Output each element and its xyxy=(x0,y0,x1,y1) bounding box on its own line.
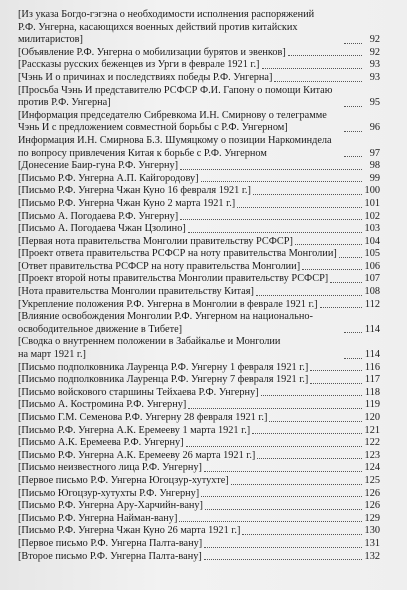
toc-entry xyxy=(18,525,380,538)
dot-leader xyxy=(320,307,362,308)
toc-entry xyxy=(18,9,380,47)
page-number: 126 xyxy=(364,500,380,512)
dot-leader xyxy=(274,81,362,82)
toc-entry-title xyxy=(18,488,199,501)
toc-entry-title-line: по вопросу привлечения Китая к борьбе с Р.Ф. Унгерном xyxy=(18,147,267,159)
toc-entry xyxy=(18,59,380,72)
table-of-contents xyxy=(18,9,380,563)
toc-entry xyxy=(18,72,380,85)
dot-leader xyxy=(257,458,362,459)
toc-entry xyxy=(18,198,380,211)
toc-entry-title-line: освободительное движение в Тибете] xyxy=(18,323,183,335)
dot-leader xyxy=(204,471,362,472)
page-number: 122 xyxy=(364,437,380,449)
dot-leader xyxy=(188,232,362,233)
toc-entry xyxy=(18,273,380,286)
page-number: 119 xyxy=(364,399,380,411)
toc-entry xyxy=(18,286,380,299)
dot-leader xyxy=(310,383,362,384)
toc-entry-title-line: [Первая нота правительства Монголии правительству РСФСР] xyxy=(18,235,293,247)
page-number: 107 xyxy=(364,273,380,285)
dot-leader xyxy=(201,496,362,497)
page-number: 105 xyxy=(364,248,380,260)
toc-entry xyxy=(18,185,380,198)
dot-leader xyxy=(204,559,362,560)
toc-entry-title-line: [Ответ правительства РСФСР на ноту правительства Монголии] xyxy=(18,260,301,272)
dot-leader xyxy=(179,521,362,522)
toc-entry-title xyxy=(18,59,260,72)
toc-entry xyxy=(18,475,380,488)
toc-entry-title-line: [Письмо неизвестного лица Р.Ф. Унгерну] xyxy=(18,462,202,474)
toc-entry-title xyxy=(18,513,177,526)
toc-entry-title-line: Р.Ф. Унгерна, касающихся военных действий против китайских xyxy=(18,21,298,33)
toc-entry xyxy=(18,450,380,463)
toc-entry-title xyxy=(18,437,184,450)
toc-entry-title xyxy=(18,475,229,488)
dot-leader xyxy=(344,156,362,157)
page-number: 95 xyxy=(369,97,380,109)
dot-leader xyxy=(288,55,362,56)
page-number: 126 xyxy=(364,487,380,499)
page-number: 129 xyxy=(364,512,380,524)
dot-leader xyxy=(330,282,362,283)
toc-entry-title-line: Чэнь И с предложением совместной борьбы с Р.Ф. Унгерном] xyxy=(18,122,288,134)
dot-leader xyxy=(344,106,362,107)
toc-entry-title-line: на март 1921 г.] xyxy=(18,349,86,361)
toc-entry-title-line: [Письмо А.К. Еремеева Р.Ф. Унгерну] xyxy=(18,437,184,449)
dot-leader xyxy=(205,509,362,510)
page-number: 112 xyxy=(364,298,380,310)
toc-entry-title-line: [Письмо Г.М. Семенова Р.Ф. Унгерну 28 февраля 1921 г.] xyxy=(18,412,268,423)
toc-entry-title xyxy=(18,450,255,463)
toc-entry-title-line: [Проект второй ноты правительства Монголии правительству РСФСР] xyxy=(18,273,329,285)
dot-leader xyxy=(295,244,362,245)
toc-entry-title xyxy=(18,500,203,513)
dot-leader xyxy=(242,534,362,535)
toc-entry xyxy=(18,488,380,501)
toc-entry-title xyxy=(18,261,300,274)
page-number: 121 xyxy=(364,424,380,436)
page-number: 125 xyxy=(364,474,380,486)
toc-entry xyxy=(18,374,380,387)
toc-entry xyxy=(18,362,380,375)
toc-entry-title-line: Информация И.Н. Смирнова Б.З. Шумяцкому о позиции Наркоминдела xyxy=(18,134,332,146)
toc-entry-title-line: [Письмо Р.Ф. Унгерна Чжан Куно 26 марта 1921 г.] xyxy=(18,525,241,537)
toc-entry xyxy=(18,513,380,526)
dot-leader xyxy=(256,295,362,296)
page-number: 99 xyxy=(369,172,380,184)
dot-leader xyxy=(252,433,362,434)
toc-entry-title-line: [Письмо Р.Ф. Унгерна Чжан Куно 16 февраля 1921 г.] xyxy=(18,185,251,197)
toc-entry-title-line: [Первое письмо Р.Ф. Унгерна Югоцзур-хутухте] xyxy=(18,474,229,486)
dot-leader xyxy=(231,484,362,485)
toc-entry-title-line: [Из указа Богдо-гэгэна о необходимости исполнения распоряжений xyxy=(18,9,315,20)
page-number: 103 xyxy=(364,223,380,235)
toc-entry xyxy=(18,47,380,60)
toc-entry xyxy=(18,85,380,110)
toc-entry xyxy=(18,399,380,412)
page-number: 118 xyxy=(364,386,380,398)
toc-entry-title-line: [Просьба Чэнь И представителю РСФСР Ф.И. Гапону о помощи Китаю xyxy=(18,84,333,96)
toc-entry-title xyxy=(18,462,202,475)
toc-entry xyxy=(18,462,380,475)
dot-leader xyxy=(302,269,362,270)
toc-entry-title xyxy=(18,336,342,361)
toc-entry-title xyxy=(18,538,202,551)
toc-entry-title-line: [Письмо войскового старшины Тейхаева Р.Ф. Унгерну] xyxy=(18,386,259,398)
toc-entry-title-line: [Письмо Р.Ф. Унгерна А.П. Кайгородову] xyxy=(18,172,199,184)
toc-entry-title-line: [Сводка о внутреннем положении в Забайкалье и Монголии xyxy=(18,336,281,348)
page-number: 116 xyxy=(364,361,380,373)
dot-leader xyxy=(339,257,362,258)
page-number: 131 xyxy=(364,537,380,549)
toc-entry-title xyxy=(18,399,186,412)
page-number: 132 xyxy=(364,550,380,562)
toc-entry-title xyxy=(18,72,272,85)
page-number: 102 xyxy=(364,210,380,222)
toc-entry xyxy=(18,261,380,274)
toc-entry-title-line: [Письмо А. Погодаева Чжан Цзолино] xyxy=(18,223,186,235)
page-number: 104 xyxy=(364,235,380,247)
toc-entry-title xyxy=(18,374,308,387)
toc-entry-title xyxy=(18,362,308,375)
toc-entry-title xyxy=(18,185,251,198)
page-number: 124 xyxy=(364,462,380,474)
dot-leader xyxy=(186,446,362,447)
toc-entry xyxy=(18,299,380,312)
toc-entry xyxy=(18,538,380,551)
toc-entry-title-line: [Влияние освобождения Монголии Р.Ф. Унгерном на национально- xyxy=(18,311,313,323)
toc-entry xyxy=(18,211,380,224)
toc-entry-title xyxy=(18,286,254,299)
toc-entry xyxy=(18,160,380,173)
dot-leader xyxy=(344,358,362,359)
toc-entry-title-line: [Письмо подполковника Лауренца Р.Ф. Унгерну 1 февраля 1921 г.] xyxy=(18,361,309,373)
page-number: 123 xyxy=(364,449,380,461)
toc-entry-title-line: [Письмо Р.Ф. Унгерна А.К. Еремееву 1 марта 1921 г.] xyxy=(18,424,251,436)
toc-entry-title-line: [Донесение Баир-гуна Р.Ф. Унгерну] xyxy=(18,160,179,172)
page-number: 106 xyxy=(364,260,380,272)
toc-entry-title-line: [Укрепление положения Р.Ф. Унгерна в Монголии в феврале 1921 г.] xyxy=(18,298,318,310)
toc-entry-title xyxy=(18,425,250,438)
toc-entry-title xyxy=(18,387,259,400)
toc-entry-title-line: [Рассказы русских беженцев из Урги в феврале 1921 г.] xyxy=(18,59,260,71)
toc-entry-title xyxy=(18,135,342,160)
toc-entry-title-line: [Письмо А. Костромина Р.Ф. Унгерну] xyxy=(18,399,187,411)
toc-entry-title xyxy=(18,173,199,186)
toc-entry-title xyxy=(18,198,235,211)
toc-entry xyxy=(18,110,380,135)
toc-entry-title xyxy=(18,160,178,173)
page-number: 120 xyxy=(364,412,380,423)
toc-entry xyxy=(18,551,380,564)
toc-entry-title-line: [Информация председателю Сибревкома И.Н. Смирнову о телеграмме xyxy=(18,109,327,121)
toc-entry xyxy=(18,311,380,336)
toc-entry-title xyxy=(18,551,202,564)
toc-entry-title xyxy=(18,273,328,286)
page-number: 93 xyxy=(369,71,380,83)
toc-entry-title xyxy=(18,47,286,60)
toc-entry-title-line: [Письмо Югоцзур-хутухты Р.Ф. Унгерну] xyxy=(18,487,200,499)
toc-entry xyxy=(18,437,380,450)
toc-entry xyxy=(18,500,380,513)
toc-entry-title-line: [Письмо Р.Ф. Унгерна Найман-вану] xyxy=(18,512,178,524)
toc-entry-title-line: [Письмо Р.Ф. Унгерна Ару-Харчийн-вану] xyxy=(18,500,203,512)
dot-leader xyxy=(262,68,363,69)
page-number: 114 xyxy=(364,323,380,335)
toc-entry-title-line: [Проект ответа правительства РСФСР на ноту правительства Монголии] xyxy=(18,248,337,260)
page-number: 97 xyxy=(369,147,380,159)
toc-entry-title-line: [Объявление Р.Ф. Унгерна о мобилизации бурятов и эвенков] xyxy=(18,46,286,58)
dot-leader xyxy=(310,370,362,371)
toc-entry-title xyxy=(18,311,342,336)
toc-entry-title xyxy=(18,236,293,249)
toc-entry xyxy=(18,236,380,249)
toc-entry-title xyxy=(18,525,240,538)
dot-leader xyxy=(180,219,362,220)
toc-entry xyxy=(18,135,380,160)
toc-entry-title xyxy=(18,9,342,47)
toc-entry-title xyxy=(18,299,318,312)
toc-entry xyxy=(18,412,380,425)
dot-leader xyxy=(201,181,362,182)
page-number: 96 xyxy=(369,122,380,134)
dot-leader xyxy=(344,332,362,333)
toc-entry-title-line: [Первое письмо Р.Ф. Унгерна Палта-вану] xyxy=(18,537,203,549)
toc-entry xyxy=(18,425,380,438)
page-number: 93 xyxy=(369,59,380,71)
page-number: 108 xyxy=(364,286,380,298)
dot-leader xyxy=(204,547,362,548)
toc-entry-title-line: [Второе письмо Р.Ф. Унгерна Палта-вану] xyxy=(18,550,202,562)
dot-leader xyxy=(261,395,362,396)
page-number: 101 xyxy=(364,197,380,209)
toc-entry-title xyxy=(18,85,342,110)
page-number: 92 xyxy=(369,34,380,46)
page-number: 98 xyxy=(369,160,380,172)
toc-entry-title-line: [Нота правительства Монголии правительству Китая] xyxy=(18,286,254,298)
toc-entry-title-line: против Р.Ф. Унгерна] xyxy=(18,97,111,109)
toc-entry-title-line: [Письмо подполковника Лауренца Р.Ф. Унгерну 7 февраля 1921 г.] xyxy=(18,374,309,386)
dot-leader xyxy=(188,408,362,409)
dot-leader xyxy=(237,207,362,208)
page-number: 130 xyxy=(364,525,380,537)
toc-entry xyxy=(18,173,380,186)
toc-entry xyxy=(18,387,380,400)
toc-entry-title xyxy=(18,110,342,135)
toc-entry-title xyxy=(18,412,267,425)
page-number: 100 xyxy=(364,185,380,197)
dot-leader xyxy=(344,43,362,44)
dot-leader xyxy=(253,194,362,195)
toc-entry xyxy=(18,223,380,236)
page-number: 117 xyxy=(364,374,380,386)
toc-entry-title-line: [Чэнь И о причинах и последствиях победы Р.Ф. Унгерна] xyxy=(18,71,273,83)
toc-entry-title xyxy=(18,223,186,236)
dot-leader xyxy=(180,169,362,170)
toc-entry-title-line: [Письмо Р.Ф. Унгерна А.К. Еремееву 26 марта 1921 г.] xyxy=(18,449,256,461)
toc-entry-title-line: [Письмо А. Погодаева Р.Ф. Унгерну] xyxy=(18,210,179,222)
toc-entry-title-line: милитаристов] xyxy=(18,34,83,46)
toc-entry xyxy=(18,336,380,361)
dot-leader xyxy=(269,421,362,422)
toc-entry-title xyxy=(18,248,337,261)
toc-entry-title-line: [Письмо Р.Ф. Унгерна Чжан Куно 2 марта 1921 г.] xyxy=(18,197,236,209)
dot-leader xyxy=(344,131,362,132)
page-number: 92 xyxy=(369,46,380,58)
page-number: 114 xyxy=(364,349,380,361)
toc-entry-title xyxy=(18,211,178,224)
toc-entry xyxy=(18,248,380,261)
